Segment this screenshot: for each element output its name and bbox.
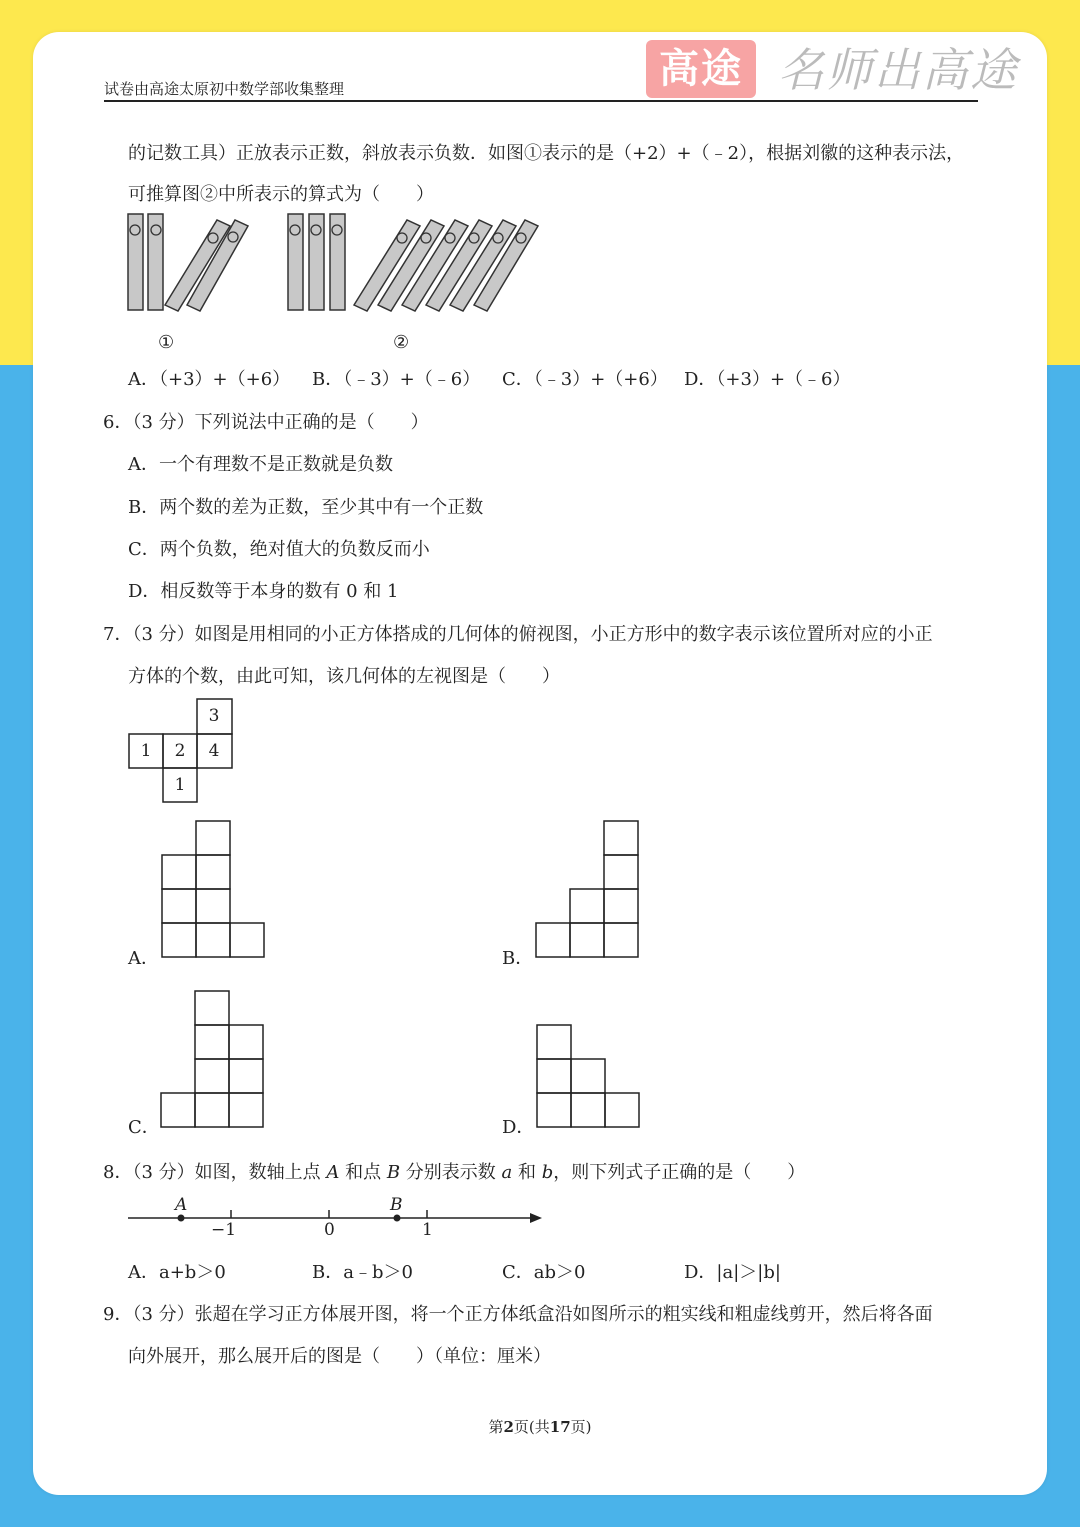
point-b-label: B xyxy=(390,1195,403,1215)
q7-option-a-label[interactable]: A． xyxy=(128,948,159,969)
q8-option-b[interactable]: B．a﹣b＞0 xyxy=(312,1262,413,1283)
tick-label-minus-one: −1 xyxy=(211,1220,237,1240)
top-view-cell: 3 xyxy=(208,706,220,726)
header-title: 试卷由高途太原初中数学部收集整理 xyxy=(104,80,345,98)
q7-option-b-label[interactable]: B． xyxy=(502,948,534,969)
q5-option-c[interactable]: C．（﹣3）+（+6） xyxy=(502,369,668,390)
q6-option-b[interactable]: B．两个数的差为正数，至少其中有一个正数 xyxy=(128,497,484,518)
tick-label-zero: 0 xyxy=(324,1220,335,1240)
q9-text-line2: 向外展开，那么展开后的图是（ ）（单位：厘米） xyxy=(128,1346,551,1367)
axis-arrow xyxy=(530,1213,542,1223)
q6-stem: 6．（3 分）下列说法中正确的是（ ） xyxy=(103,412,429,433)
q5-text-line2: 可推算图②中所表示的算式为（ ） xyxy=(128,184,434,205)
q5-fig1-label: ① xyxy=(158,332,175,353)
q6-option-c[interactable]: C．两个负数，绝对值大的负数反而小 xyxy=(128,539,430,560)
q7-text-line2: 方体的个数，由此可知，该几何体的左视图是（ ） xyxy=(128,666,560,687)
top-view-cell: 2 xyxy=(174,741,186,761)
q9-text-line1: 9．（3 分）张超在学习正方体展开图，将一个正方体纸盒沿如图所示的粗实线和粗虚线剪开，然后将各面 xyxy=(103,1304,933,1325)
q6-option-a[interactable]: A．一个有理数不是正数就是负数 xyxy=(128,454,393,475)
q5-option-d[interactable]: D．（+3）+（﹣6） xyxy=(684,369,851,390)
point-a-label: A xyxy=(175,1195,188,1215)
q8-number-line xyxy=(0,0,600,1250)
q5-option-a[interactable]: A．（+3）+（+6） xyxy=(128,369,291,390)
brand-logo: 高途 xyxy=(646,40,756,98)
q7-option-d-label[interactable]: D． xyxy=(502,1117,535,1138)
q8-option-d[interactable]: D．|a|＞|b| xyxy=(684,1262,781,1283)
q5-text-line1: 的记数工具）正放表示正数，斜放表示负数．如图①表示的是（+2）+（﹣2），根据刘徽的这种表示法， xyxy=(128,143,965,164)
q8-option-a[interactable]: A．a+b＞0 xyxy=(128,1262,226,1283)
q8-stem: 8．（3 分）如图，数轴上点 A 和点 B 分别表示数 a 和 b，则下列式子正确的是（ ） xyxy=(103,1162,806,1183)
q5-option-b[interactable]: B．（﹣3）+（﹣6） xyxy=(312,369,481,390)
point-a-dot xyxy=(178,1215,185,1222)
q7-option-c-label[interactable]: C． xyxy=(128,1117,160,1138)
q8-option-c[interactable]: C．ab＞0 xyxy=(502,1262,586,1283)
q5-fig2-label: ② xyxy=(393,332,410,353)
q7-text-line1: 7．（3 分）如图是用相同的小正方体搭成的几何体的俯视图，小正方形中的数字表示该位置所对应的小正 xyxy=(103,624,933,645)
q6-option-d[interactable]: D．相反数等于本身的数有 0 和 1 xyxy=(128,581,399,602)
brand-slogan: 名师出高途 xyxy=(778,43,1018,97)
point-b-dot xyxy=(394,1215,401,1222)
page-footer: 第2页(共17页) xyxy=(488,1418,592,1436)
top-view-cell: 1 xyxy=(174,775,186,795)
tick-label-one: 1 xyxy=(422,1220,433,1240)
top-view-cell: 1 xyxy=(140,741,152,761)
top-view-cell: 4 xyxy=(208,741,220,761)
